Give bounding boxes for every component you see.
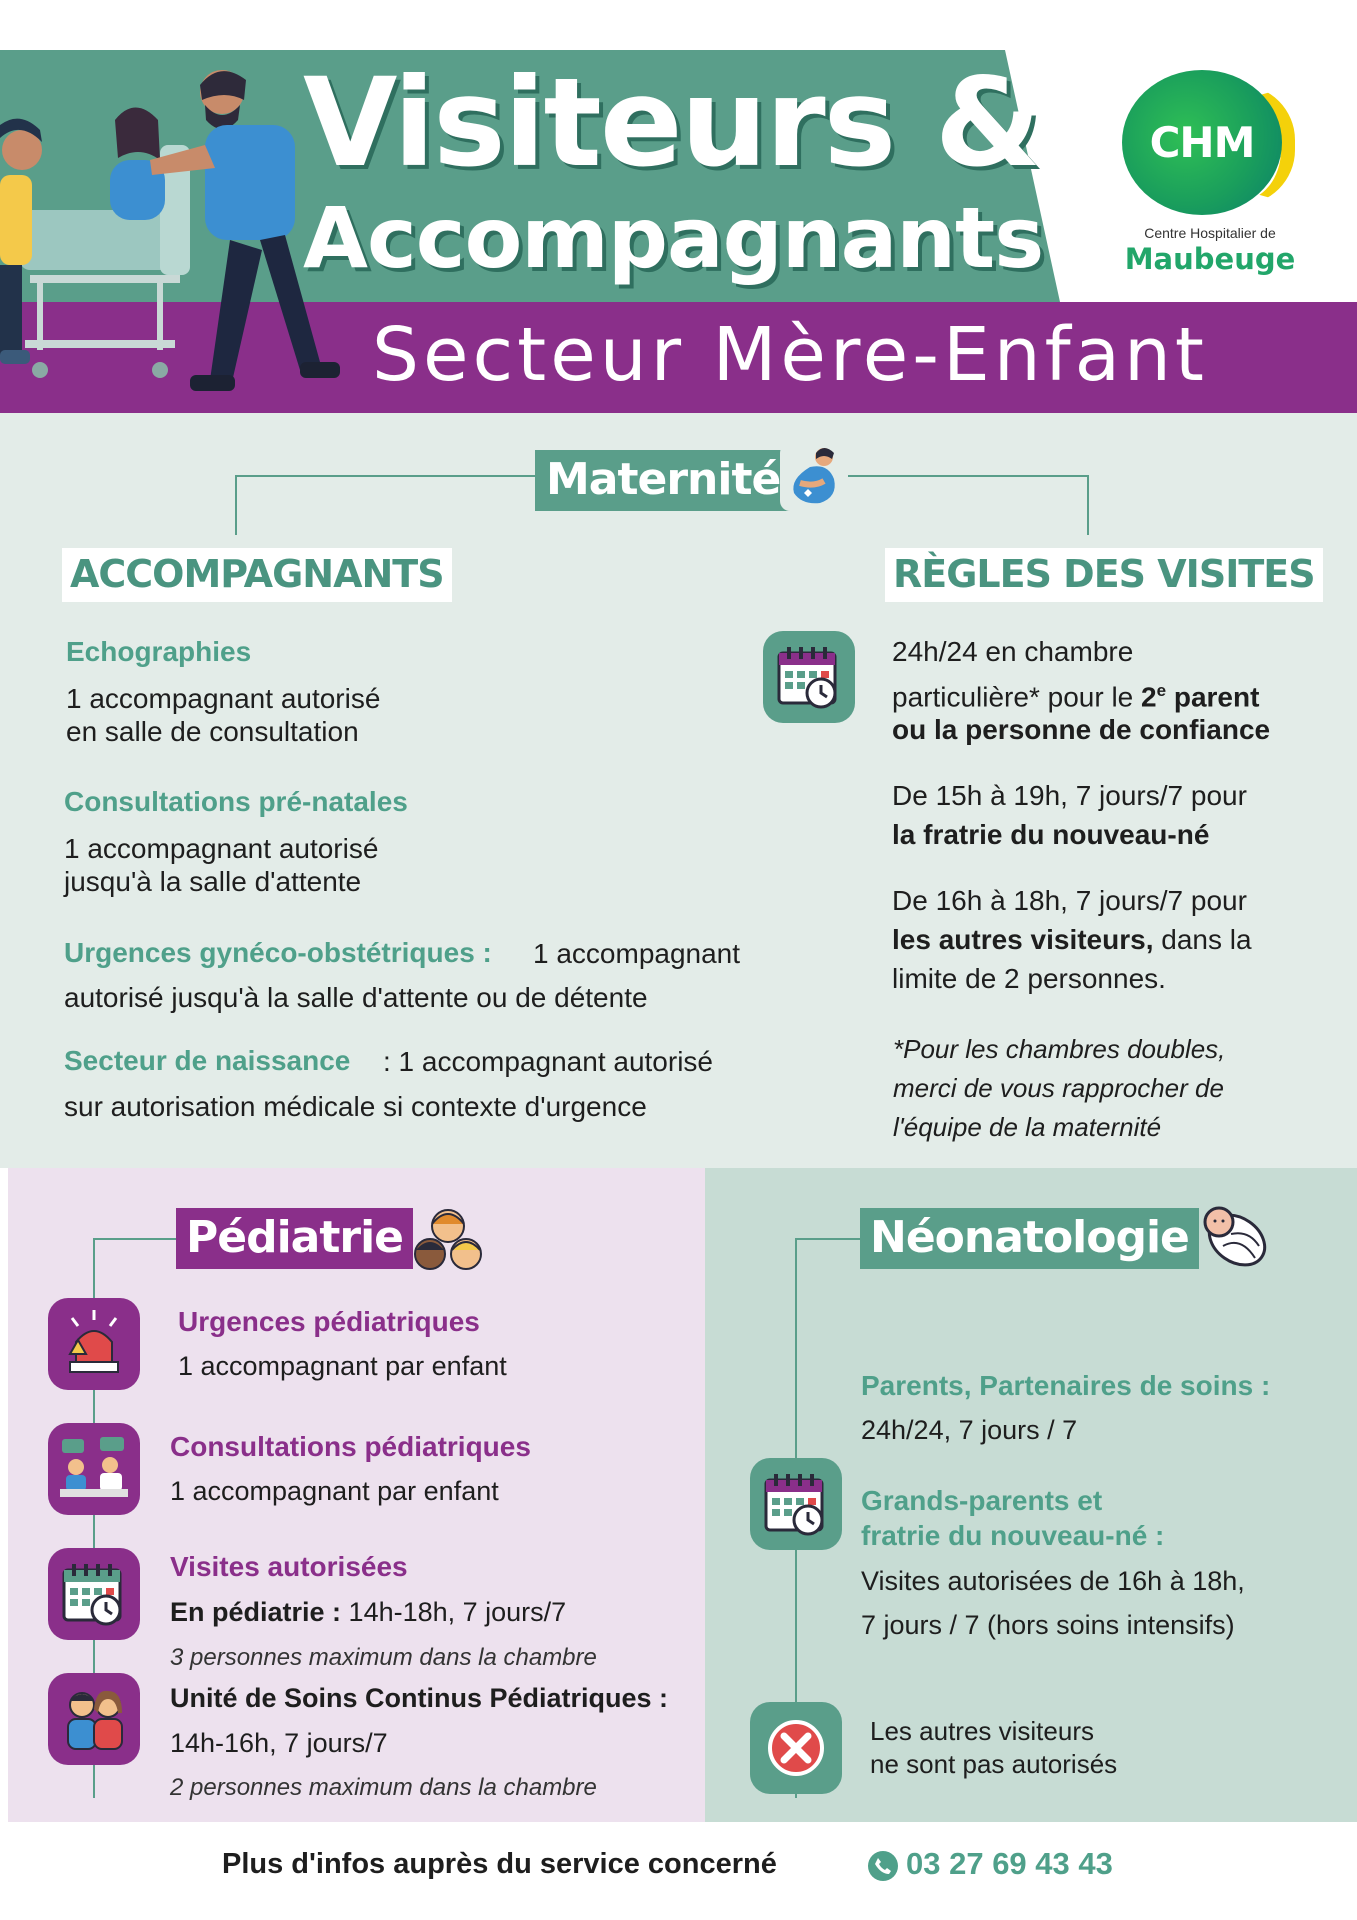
- en-pediatrie-line: En pédiatrie : 14h-18h, 7 jours/7: [170, 1597, 567, 1627]
- echographies-text-2: en salle de consultation: [66, 716, 359, 747]
- maternite-title-box: [535, 450, 791, 511]
- consultations-pediatriques-text: 1 accompagnant par enfant: [170, 1476, 499, 1506]
- logo-circle: [1122, 70, 1282, 215]
- neonatologie-title: Néonatologie: [870, 1212, 1189, 1263]
- en-pediatrie-note: 3 personnes maximum dans la chambre: [170, 1644, 597, 1671]
- calendar-clock-icon: [763, 631, 855, 723]
- maternite-title: Maternité: [546, 454, 781, 505]
- regles-note-2: merci de vous rapprocher de: [893, 1073, 1224, 1103]
- regles-visites-heading: RÈGLES DES VISITES: [885, 548, 1323, 602]
- uscp-hours: 14h-16h, 7 jours/7: [170, 1728, 388, 1758]
- consultations-pediatriques-label: Consultations pédiatriques: [170, 1431, 531, 1462]
- regle-1-line-3: ou la personne de confiance: [892, 714, 1271, 745]
- pediatrie-connector-horizontal: [93, 1238, 183, 1240]
- regles-note-3: l'équipe de la maternité: [893, 1112, 1162, 1142]
- accompagnants-heading: ACCOMPAGNANTS: [62, 548, 452, 602]
- autres-visiteurs-text-2: ne sont pas autorisés: [870, 1749, 1118, 1779]
- neonatologie-title-box: [860, 1208, 1199, 1269]
- logo-abbreviation: CHM: [1149, 118, 1255, 167]
- phone-icon: [868, 1851, 898, 1881]
- secteur-naissance-text-2: sur autorisation médicale si contexte d'urgence: [64, 1091, 647, 1122]
- autres-visiteurs-text-1: Les autres visiteurs: [870, 1716, 1094, 1746]
- prenatales-label: Consultations pré-natales: [64, 786, 408, 817]
- secteur-naissance-text-1: : 1 accompagnant autorisé: [383, 1046, 713, 1077]
- regle-1-line-2: particulière* pour le 2e parent: [892, 681, 1260, 713]
- pregnant-icon: [780, 443, 848, 511]
- maternite-connector-left: [235, 475, 535, 535]
- parents-partenaires-label: Parents, Partenaires de soins :: [861, 1370, 1271, 1401]
- pediatrie-section: [8, 1168, 705, 1822]
- regle-1-line-1: 24h/24 en chambre: [892, 636, 1134, 667]
- regles-note-1: *Pour les chambres doubles,: [893, 1034, 1226, 1064]
- title-visiteurs: Visiteurs &: [303, 52, 1040, 194]
- secteur-naissance-label: Secteur de naissance: [64, 1045, 351, 1076]
- siren-icon: [48, 1298, 140, 1390]
- consultation-icon: [48, 1423, 140, 1515]
- urgences-gyneco-text-1: 1 accompagnant: [533, 938, 741, 969]
- header: [0, 0, 1357, 413]
- regle-3-line-2: les autres visiteurs, dans la: [892, 924, 1252, 955]
- parents-partenaires-text: 24h/24, 7 jours / 7: [861, 1415, 1078, 1445]
- echographies-label: Echographies: [66, 636, 252, 667]
- uscp-label: Unité de Soins Continus Pédiatriques :: [170, 1683, 669, 1713]
- logo-city: Maubeuge: [1124, 242, 1296, 276]
- maternite-connector-right: [845, 475, 1089, 535]
- regle-2-line-1: De 15h à 19h, 7 jours/7 pour: [892, 780, 1247, 811]
- prenatales-text-1: 1 accompagnant autorisé: [64, 833, 379, 864]
- no-entry-icon: [750, 1702, 842, 1794]
- parents-icon: [48, 1673, 140, 1765]
- regle-3-line-3: limite de 2 personnes.: [892, 963, 1166, 994]
- grands-parents-label-2: fratrie du nouveau-né :: [861, 1520, 1165, 1551]
- regle-3-line-1: De 16h à 18h, 7 jours/7 pour: [892, 885, 1247, 916]
- visites-autorisees-label: Visites autorisées: [170, 1551, 408, 1582]
- chm-logo: [1110, 70, 1310, 280]
- baby-icon: [1193, 1196, 1275, 1278]
- logo-caption: Centre Hospitalier de: [1144, 225, 1276, 241]
- maternite-section: [0, 413, 1357, 1168]
- calendar-clock-icon: [750, 1458, 842, 1550]
- footer-info: Plus d'infos auprès du service concerné: [222, 1848, 777, 1880]
- urgences-gyneco-text-2: autorisé jusqu'à la salle d'attente ou de détente: [64, 982, 648, 1013]
- grands-parents-text-2: 7 jours / 7 (hors soins intensifs): [861, 1610, 1235, 1640]
- grands-parents-text-1: Visites autorisées de 16h à 18h,: [861, 1566, 1245, 1596]
- grands-parents-label-1: Grands-parents et: [861, 1485, 1103, 1516]
- calendar-clock-icon: [48, 1548, 140, 1640]
- prenatales-text-2: jusqu'à la salle d'attente: [64, 866, 362, 897]
- title-accompagnants: Accompagnants: [303, 189, 1044, 287]
- kids-icon: [412, 1204, 484, 1274]
- neonatologie-section: [705, 1168, 1357, 1822]
- pediatrie-title: Pédiatrie: [186, 1212, 404, 1263]
- urgences-pediatriques-label: Urgences pédiatriques: [178, 1306, 480, 1337]
- subtitle-secteur: Secteur Mère-Enfant: [372, 312, 1208, 398]
- pediatrie-title-box: [176, 1208, 413, 1269]
- echographies-text-1: 1 accompagnant autorisé: [66, 683, 381, 714]
- regle-2-line-2: la fratrie du nouveau-né: [892, 819, 1210, 850]
- uscp-note: 2 personnes maximum dans la chambre: [170, 1774, 597, 1801]
- urgences-gyneco-label: Urgences gynéco-obstétriques :: [64, 937, 492, 968]
- urgences-pediatriques-text: 1 accompagnant par enfant: [178, 1351, 507, 1381]
- phone-number-link[interactable]: 03 27 69 43 43: [906, 1846, 1113, 1881]
